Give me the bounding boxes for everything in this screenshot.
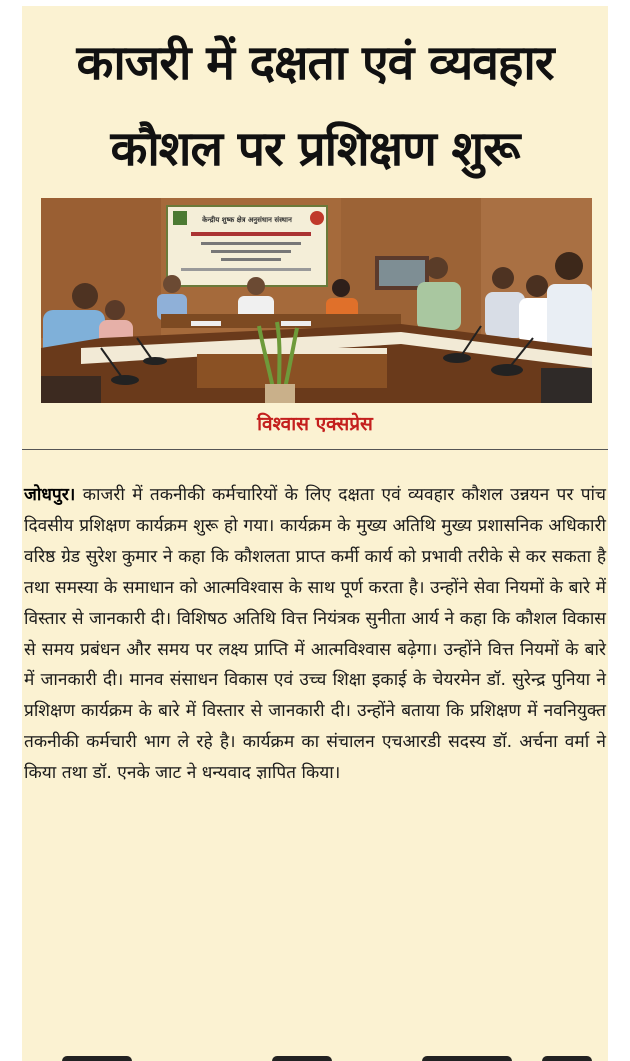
newspaper-clipping: [22, 6, 608, 1061]
headline: [22, 20, 608, 192]
divider: [22, 449, 608, 450]
dateline: जोधपुर।: [24, 485, 76, 505]
headline-line-2: कौशल पर प्रशिक्षण शुरू: [110, 121, 520, 177]
meeting-photo-illustration: [41, 198, 592, 403]
headline-line-1: काजरी में दक्षता एवं व्यवहार: [76, 35, 554, 91]
next-headline-fragment: [22, 1052, 608, 1061]
news-photo: [41, 198, 592, 403]
article-text: काजरी में तकनीकी कर्मचारियों के लिए दक्षता एवं व्यवहार कौशल उन्नयन पर पांच दिवसीय प्रशिक्षण कार्यक्रम शुरू हो गया। कार्यक्रम के मुख्य अतिथि मुख्य प्रशासनिक अधिकारी वरिष्ठ ग्रेड सुरेश कुमार ने कहा कि कौशलता प्राप्त कर्मी कार्य को प्रभावी तरीके से कर सकता है तथा समस्या के समाधान को आत्मविश्वास के साथ पूर्ण करता है। उन्होंने सेवा नियमों के बारे में विस्तार से जानकारी दी। विशिषठ अतिथि वित्त नियंत्रक सुनीता आर्य ने कहा कि कौशल विकास से समय प्रबंधन और समय पर लक्ष्य प्राप्ति में आत्मविश्वास बढ़ेगा। उन्होंने वित्त नियमों के बारे में जानकारी दी। मानव संसाधन विकास एवं उच्च शिक्षा इकाई के चेयरमेन डॉ. सुरेन्द्र पुनिया ने प्रशिक्षण कार्यक्रम के बारे में विस्तार से जानकारी दी। उन्होंने बताया कि प्रशिक्षण में नवनियुक्त तकनीकी कर्मचारी भाग ले रहे है। कार्यक्रम का संचालन एचआरडी सदस्य डॉ. अर्चना वर्मा ने किया तथा डॉ. एनके जाट ने धन्यवाद ज्ञापित किया।: [24, 485, 607, 784]
article-body: [24, 480, 606, 789]
newspaper-credit: विश्वास एक्सप्रेस: [257, 413, 373, 435]
banner-heading: केन्द्रीय शुष्क क्षेत्र अनुसंधान संस्थान: [202, 216, 292, 224]
